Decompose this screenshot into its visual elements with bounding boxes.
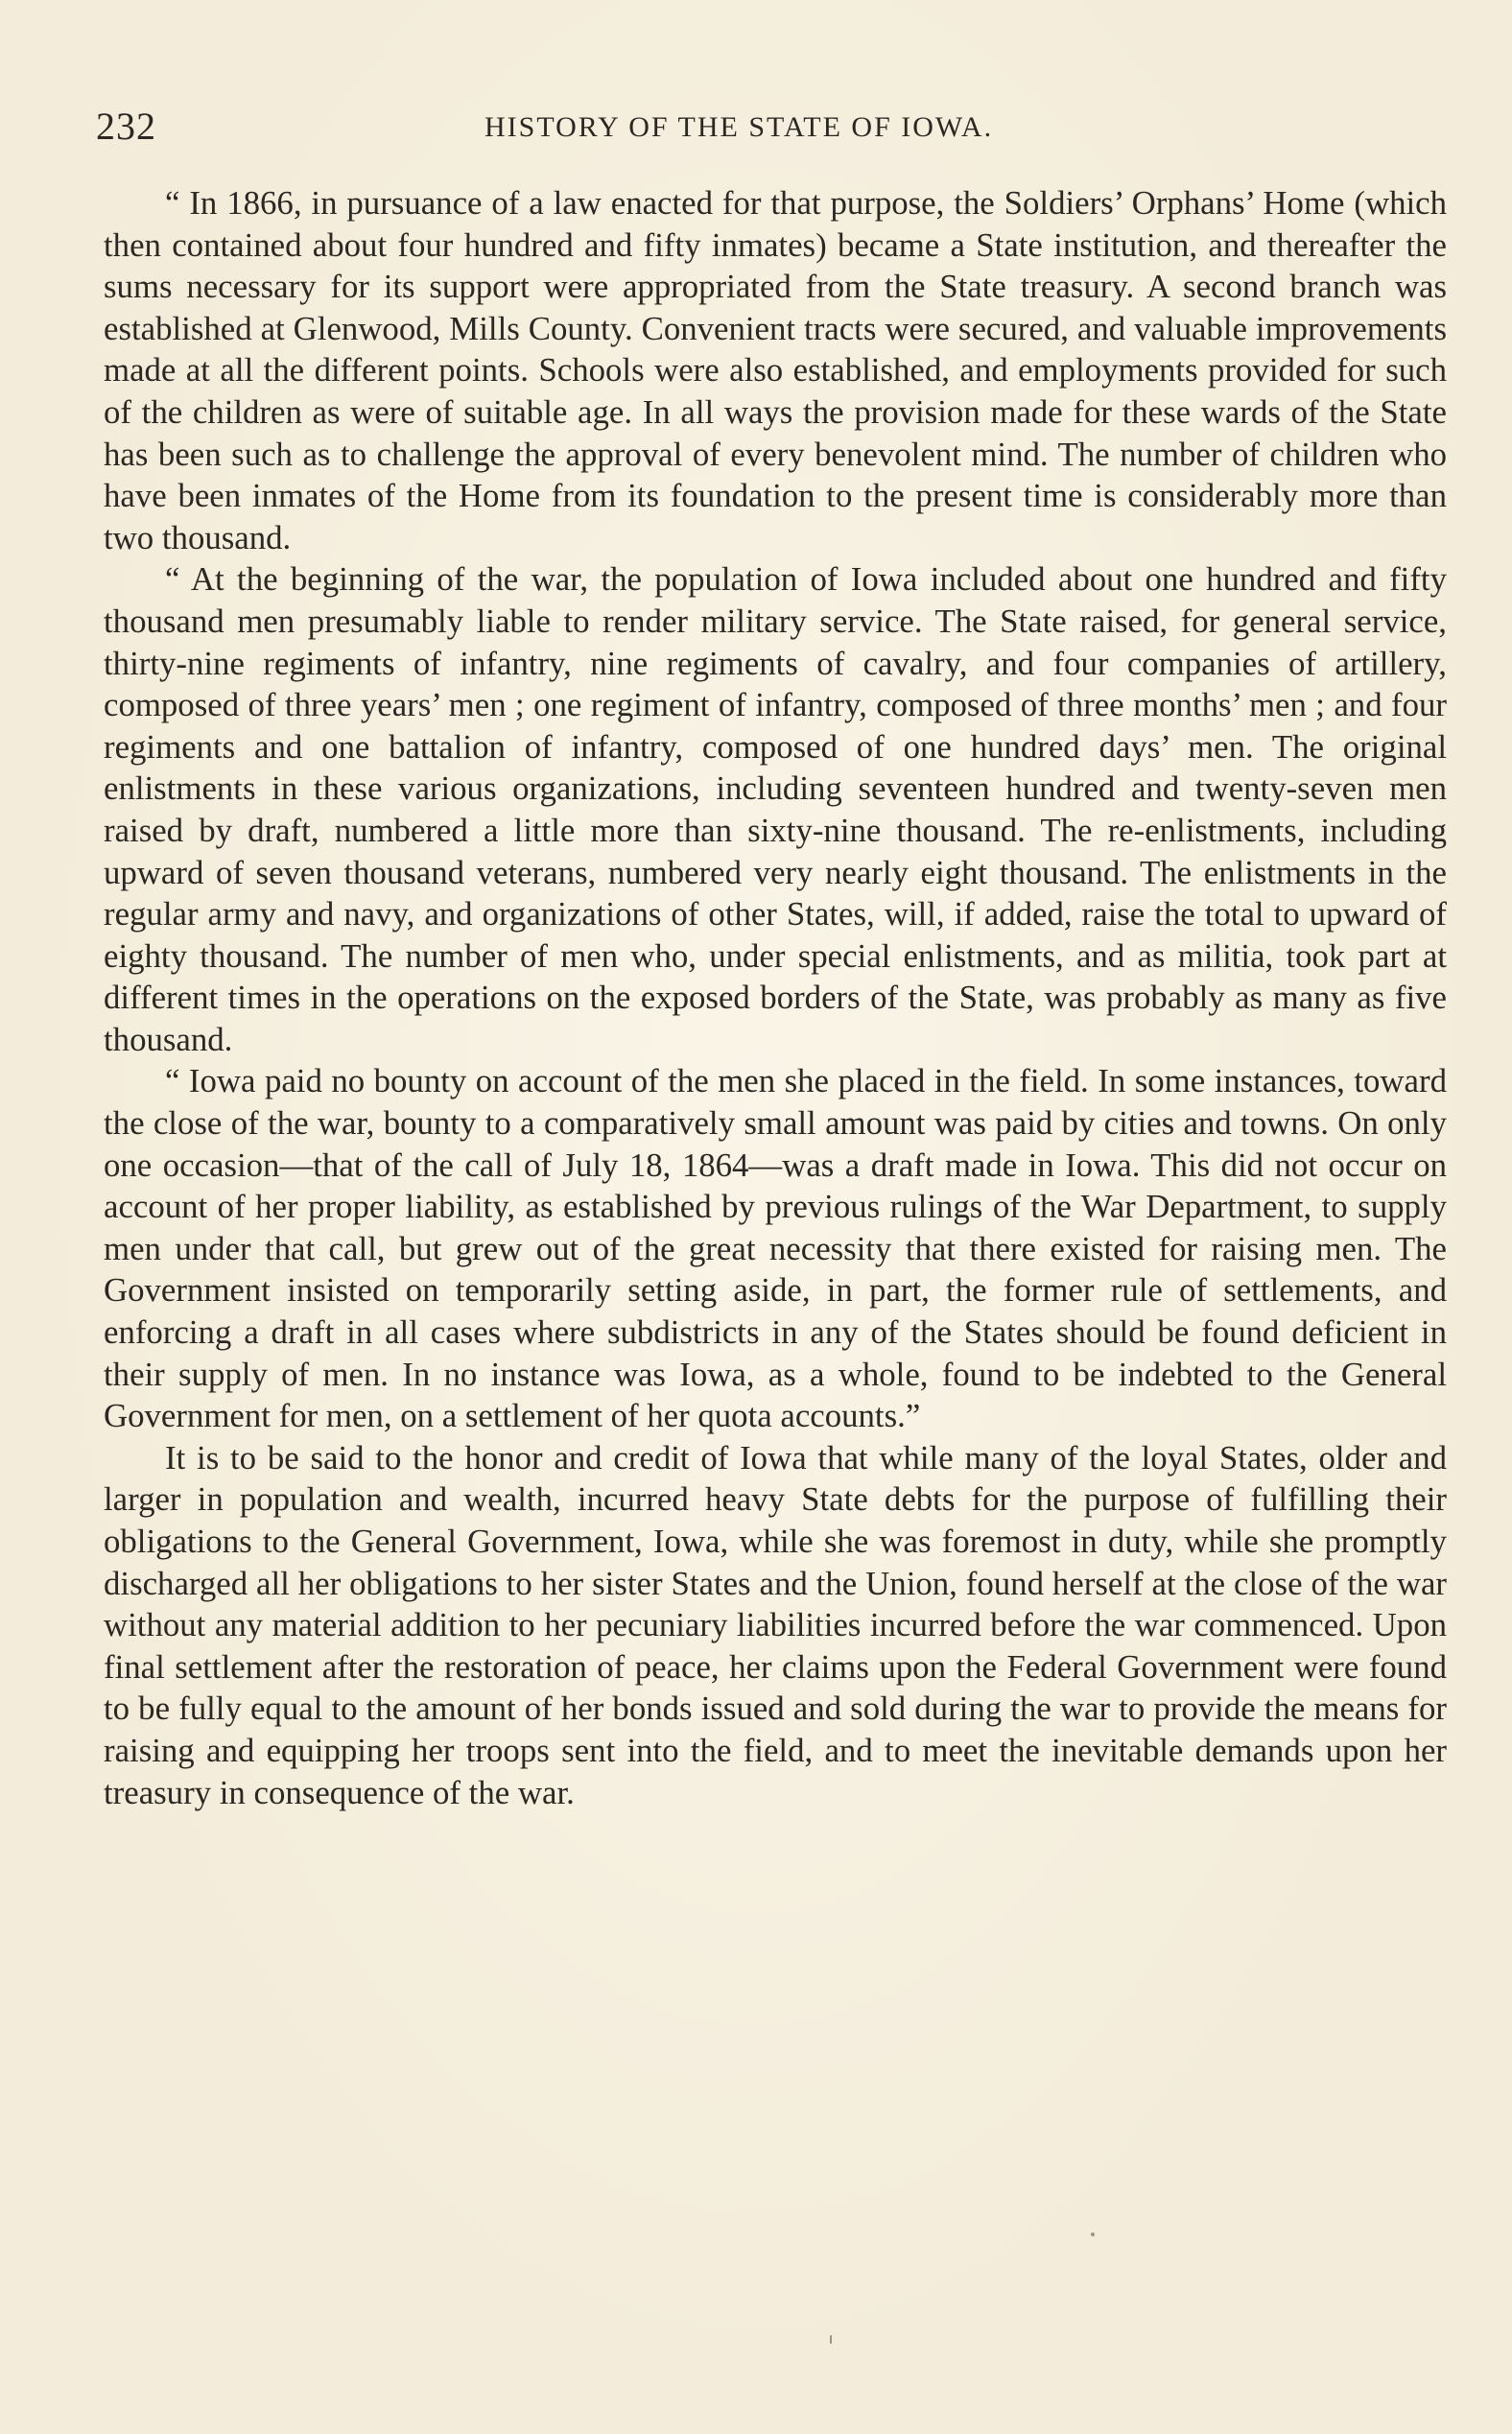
running-head	[96, 104, 1055, 152]
paper-speck	[1091, 2233, 1095, 2236]
paragraph-war-population: “ At the beginning of the war, the population of Iowa included about one hundred and fifty thousand men presumably liable to render military service. The State raised, for general service, thirty-nine regiments of infantry, nine regiments of cavalry, and four companies of artillery, composed of three years’ men ; one regiment of infantry, composed of three months’ men ; and four regiments and one battalion of infantry, composed of one hundred days’ men. The original enlistments in these various organizations, including seventeen hundred and twenty-seven men raised by draft, numbered a little more than sixty-nine thousand. The re-enlistments, including upward of seven thousand veterans, numbered very nearly eight thousand. The enlistments in the regular army and navy, and organizations of other States, will, if added, raise the total to upward of eighty thousand. The number of men who, under special enlistments, and as militia, took part at different times in the operations on the exposed borders of the State, was probably as many as five thousand.	[104, 560, 1447, 1058]
paper-speck	[830, 2335, 832, 2344]
paragraph-bounty: “ Iowa paid no bounty on account of the men she placed in the field. In some instances, toward the close of the war, bounty to a comparatively small amount was paid by cities and towns. On only one occasion—that of the call of July 18, 1864—was a draft made in Iowa. This did not occur on account of her proper liability, as established by previous rulings of the War Department, to supply men under that call, but grew out of the great necessity that there existed for raising men. The Government insisted on temporarily setting aside, in part, the former rule of settlements, and enforcing a draft in all cases where subdistricts in any of the States should be found deficient in their supply of men. In no instance was Iowa, as a whole, found to be indebted to the General Government for men, on a settlement of her quota accounts.”	[104, 1062, 1447, 1435]
paragraph-state-credit: It is to be said to the honor and credit of Iowa that while many of the loyal States, older and larger in population and wealth, incurred heavy State debts for the purpose of fulfilling their obligations to the General Government, Iowa, while she was foremost in duty, while she promptly discharged all her obligations to her sister States and the Union, found herself at the close of the war without any material addition to her pecuniary liabilities incurred before the war commenced. Upon final settlement after the restoration of peace, her claims upon the Federal Government were found to be fully equal to the amount of her bonds issued and sold during the war to provide the means for raising and equipping her troops sent into the field, and to meet the inevitable demands upon her treasury in consequence of the war.	[104, 1438, 1447, 1811]
running-title: HISTORY OF THE STATE OF IOWA.	[484, 111, 994, 143]
body-text	[104, 182, 1447, 1813]
page-number: 232	[96, 105, 156, 148]
paragraph-orphans-home: “ In 1866, in pursuance of a law enacted for that purpose, the Soldiers’ Orphans’ Home (which then contained about four hundred and fifty inmates) became a State institution, and thereafter the sums necessary for its support were appropriated from the State treasury. A second branch was established at Glenwood, Mills County. Convenient tracts were secured, and valuable improvements made at all the different points. Schools were also established, and employments provided for such of the children as were of suitable age. In all ways the provision made for these wards of the State has been such as to challenge the approval of every benevolent mind. The number of children who have been inmates of the Home from its foundation to the present time is considerably more than two thousand.	[104, 184, 1447, 556]
